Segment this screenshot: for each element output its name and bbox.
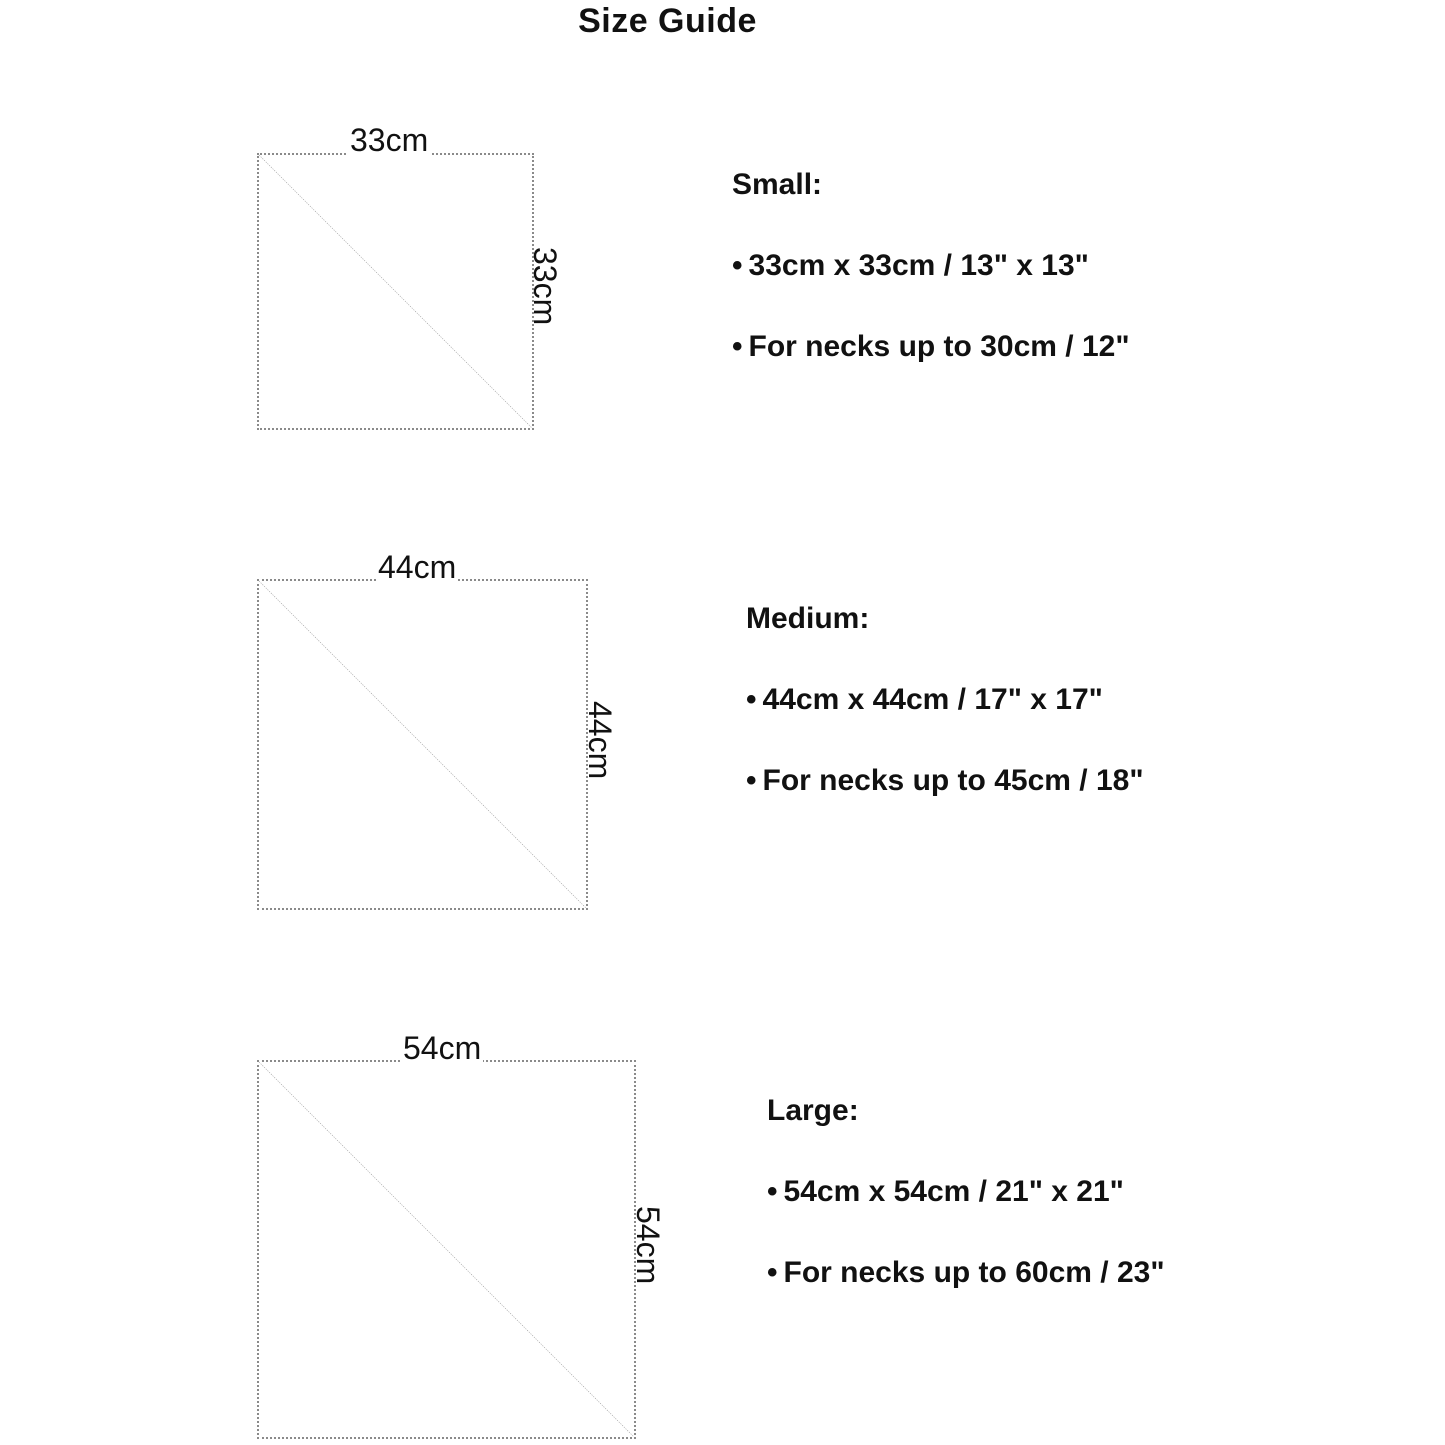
bullet-icon: • [746,764,757,797]
small-diagonal-fold-line [259,155,532,428]
bullet-icon: • [767,1175,778,1208]
large-height-label: 54cm [630,1206,666,1285]
small-height-label: 33cm [527,247,563,326]
small-neck: For necks up to 30cm / 12" [748,330,1130,363]
large-diagonal-fold-line [259,1062,634,1437]
large-neck: For necks up to 60cm / 23" [783,1256,1165,1289]
medium-dimensions-line [746,683,1144,717]
medium-size-info [746,602,1144,798]
large-dimensions: 54cm x 54cm / 21" x 21" [783,1175,1124,1208]
medium-dimensions: 44cm x 44cm / 17" x 17" [762,683,1103,716]
medium-square-diagram [257,579,588,910]
large-square-diagram [257,1060,636,1439]
small-dimensions-line [732,249,1130,283]
bullet-icon: • [732,249,743,282]
large-dimensions-line [767,1175,1165,1209]
medium-diagonal-fold-line [259,581,586,908]
small-dimensions: 33cm x 33cm / 13" x 13" [748,249,1089,282]
small-square-diagram [257,153,534,430]
small-width-label: 33cm [350,122,429,158]
bullet-icon: • [767,1256,778,1289]
small-size-info [732,168,1130,364]
small-size-name: Small: [732,168,823,201]
medium-height-label: 44cm [582,701,618,780]
medium-neck-line [746,764,1144,798]
medium-width-label: 44cm [378,549,457,585]
large-width-label: 54cm [403,1030,482,1066]
bullet-icon: • [732,330,743,363]
medium-size-name: Medium: [746,602,870,635]
large-size-info [767,1094,1165,1290]
medium-neck: For necks up to 45cm / 18" [762,764,1144,797]
large-size-name: Large: [767,1094,859,1127]
large-neck-line [767,1256,1165,1290]
small-neck-line [732,330,1130,364]
bullet-icon: • [746,683,757,716]
page-title: Size Guide [578,2,757,40]
